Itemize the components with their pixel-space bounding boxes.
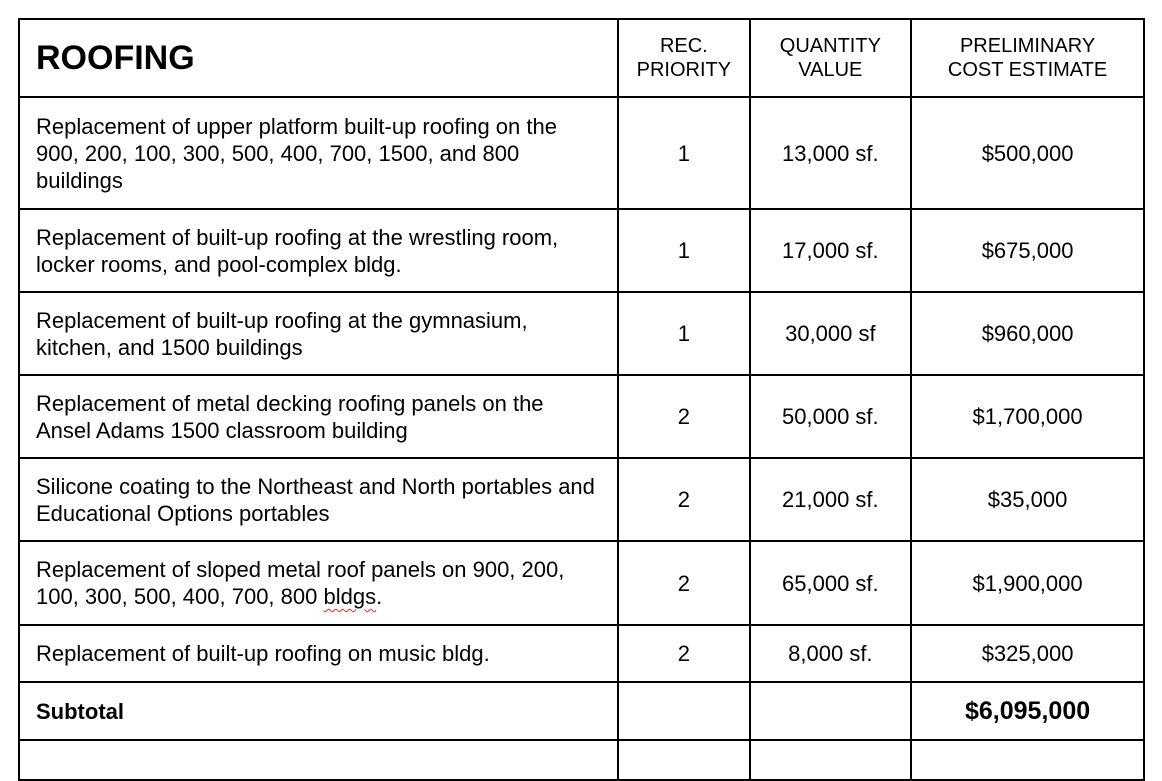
row-priority: 1 bbox=[618, 97, 749, 209]
roofing-cost-table bbox=[18, 18, 1145, 781]
column-header-quantity: QUANTITY VALUE bbox=[750, 19, 912, 97]
empty-cell bbox=[618, 740, 749, 780]
table-row bbox=[19, 209, 1144, 292]
row-quantity: 21,000 sf. bbox=[750, 458, 912, 541]
table-row bbox=[19, 292, 1144, 375]
row-priority: 1 bbox=[618, 292, 749, 375]
table-row bbox=[19, 625, 1144, 682]
subtotal-priority-empty bbox=[618, 682, 749, 740]
row-cost: $960,000 bbox=[911, 292, 1144, 375]
row-description: Replacement of built-up roofing at the gymnasium, kitchen, and 1500 buildings bbox=[19, 292, 618, 375]
table-row bbox=[19, 97, 1144, 209]
subtotal-label: Subtotal bbox=[19, 682, 618, 740]
row-cost: $35,000 bbox=[911, 458, 1144, 541]
row-cost: $675,000 bbox=[911, 209, 1144, 292]
row-cost: $1,700,000 bbox=[911, 375, 1144, 458]
column-header-cost: PRELIMINARY COST ESTIMATE bbox=[911, 19, 1144, 97]
table-row bbox=[19, 541, 1144, 625]
empty-cell bbox=[750, 740, 912, 780]
row-description: Replacement of metal decking roofing panels on the Ansel Adams 1500 classroom building bbox=[19, 375, 618, 458]
row-quantity: 17,000 sf. bbox=[750, 209, 912, 292]
row-description: Replacement of built-up roofing on music bldg. bbox=[19, 625, 618, 682]
empty-cell bbox=[911, 740, 1144, 780]
row-quantity: 65,000 sf. bbox=[750, 541, 912, 625]
row-priority: 2 bbox=[618, 458, 749, 541]
row-quantity: 30,000 sf bbox=[750, 292, 912, 375]
row-priority: 2 bbox=[618, 541, 749, 625]
column-header-priority: REC. PRIORITY bbox=[618, 19, 749, 97]
row-cost: $1,900,000 bbox=[911, 541, 1144, 625]
row-description: Replacement of upper platform built-up roofing on the 900, 200, 100, 300, 500, 400, 700, 1500, and 800 buildings bbox=[19, 97, 618, 209]
row-priority: 2 bbox=[618, 375, 749, 458]
row-priority: 2 bbox=[618, 625, 749, 682]
row-priority: 1 bbox=[618, 209, 749, 292]
row-cost: $500,000 bbox=[911, 97, 1144, 209]
subtotal-row bbox=[19, 682, 1144, 740]
row-quantity: 8,000 sf. bbox=[750, 625, 912, 682]
section-title: ROOFING bbox=[19, 19, 618, 97]
row-quantity: 50,000 sf. bbox=[750, 375, 912, 458]
table-row bbox=[19, 375, 1144, 458]
row-cost: $325,000 bbox=[911, 625, 1144, 682]
empty-cell bbox=[19, 740, 618, 780]
empty-table-row bbox=[19, 740, 1144, 780]
row-description: Replacement of built-up roofing at the wrestling room, locker rooms, and pool-complex bldg. bbox=[19, 209, 618, 292]
row-description: Silicone coating to the Northeast and North portables and Educational Options portables bbox=[19, 458, 618, 541]
row-description-text: Replacement of sloped metal roof panels on 900, 200, 100, 300, 500, 400, 700, 800 bbox=[36, 557, 565, 609]
table-row bbox=[19, 458, 1144, 541]
spellcheck-flagged-word: bldgs bbox=[323, 584, 377, 609]
row-description bbox=[19, 541, 618, 625]
row-quantity: 13,000 sf. bbox=[750, 97, 912, 209]
subtotal-quantity-empty bbox=[750, 682, 912, 740]
row-description-punctuation: . bbox=[376, 584, 383, 609]
subtotal-cost: $6,095,000 bbox=[911, 682, 1144, 740]
table-header-row bbox=[19, 19, 1144, 97]
